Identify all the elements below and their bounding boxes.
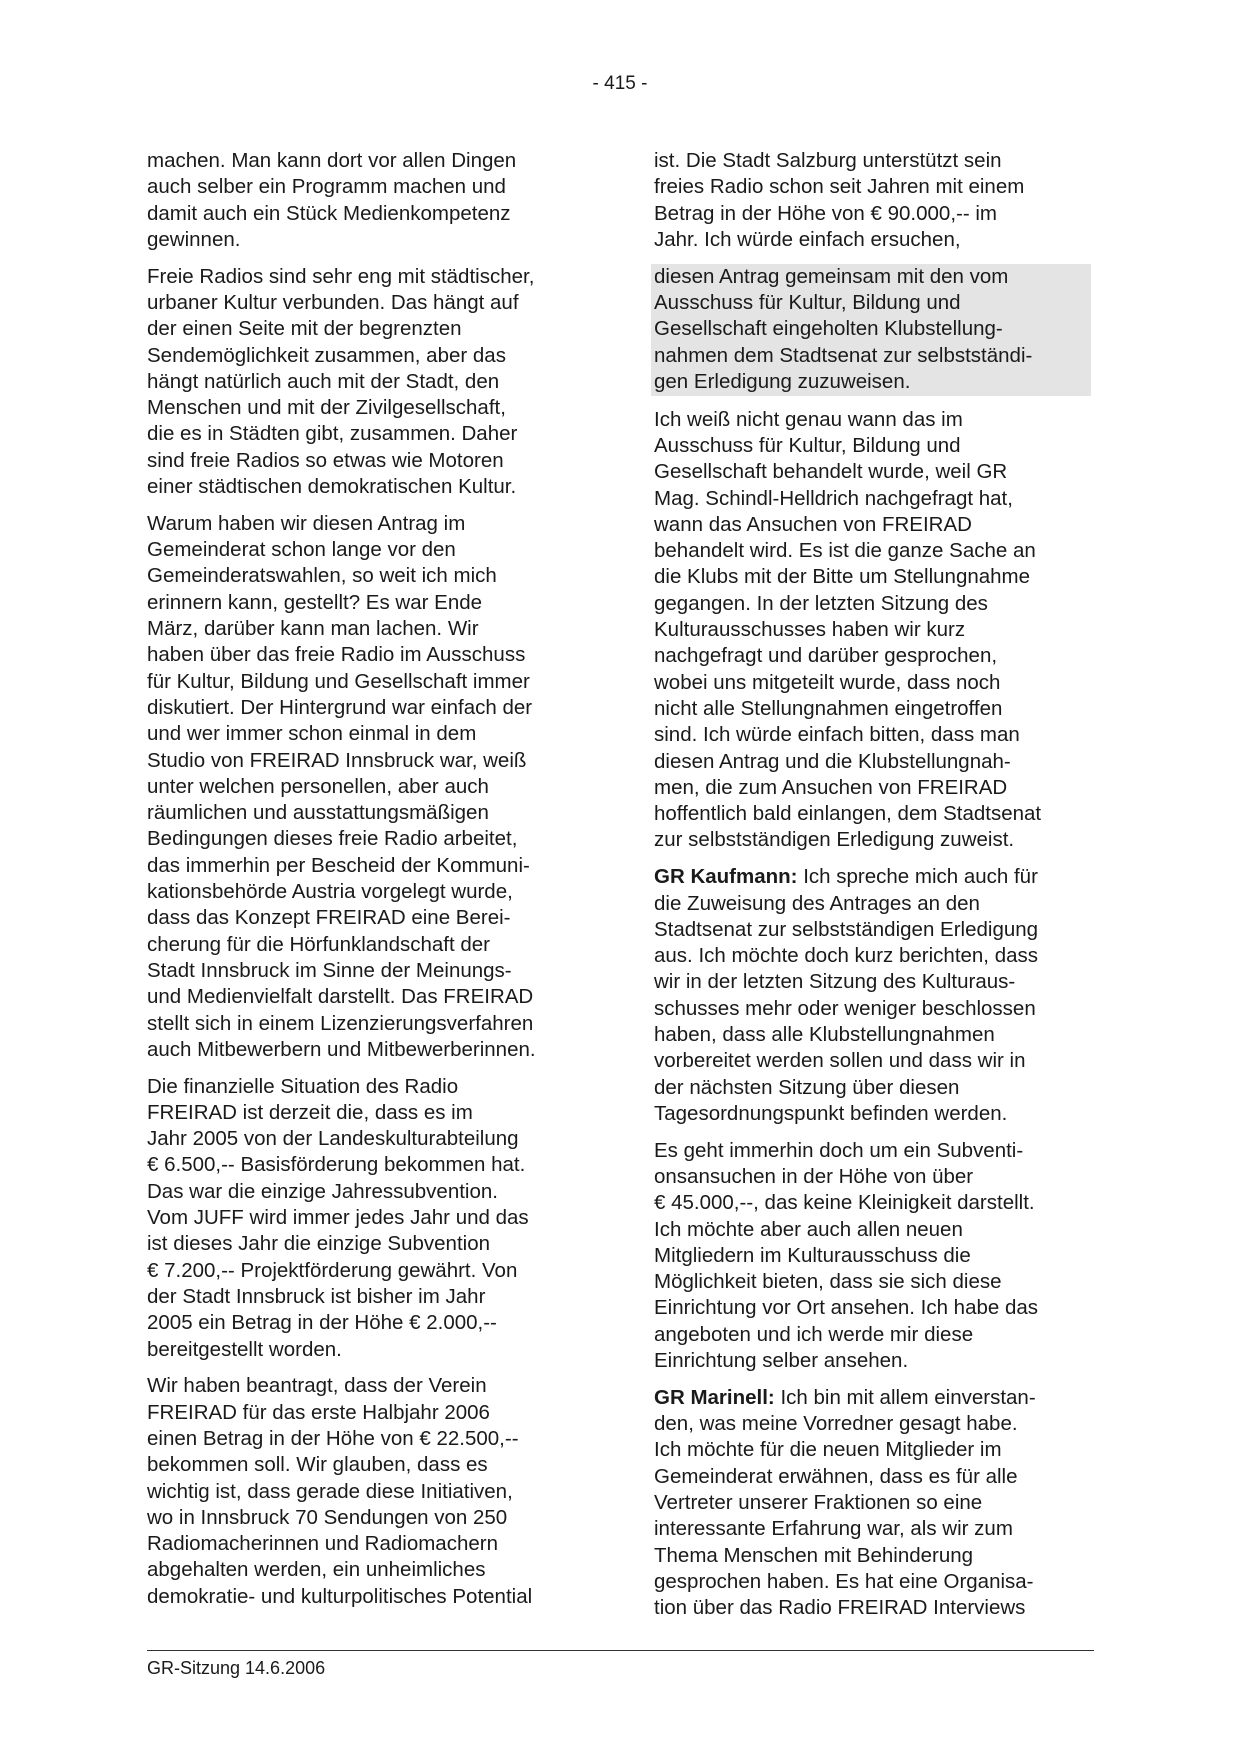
right-column (654, 148, 1092, 1632)
paragraph: Die finanzielle Situation des Radio FREIRAD ist derzeit die, dass es im Jahr 2005 von der Landeskulturabteilung € 6.500,-- Basisförderung bekommen hat. Das war die einzige Jahressubvention. Vom JUFF wird immer jedes Jahr und das ist dieses Jahr die einzige Subvention € 7.200,-- Projektförderung gewährt. Von der Stadt Innsbruck ist bisher im Jahr 2005 ein Betrag in der Höhe € 2.000,-- bereitgestellt worden. (147, 1074, 529, 1361)
paragraph: Ich weiß nicht genau wann das im Ausschuss für Kultur, Bildung und Gesellschaft behandelt wurde, weil GR Mag. Schindl-Helldrich nachgefragt hat, wann das Ansuchen von FREIRAD behandelt wird. Es ist die ganze Sache an die Klubs mit der Bitte um Stellungnahme gegangen. In der letzten Sitzung des Kulturausschusses haben wir kurz nachgefragt und darüber gesprochen, wobei uns mitgeteilt wurde, dass noch nicht alle Stellungnahmen eingetroffen sind. Ich würde einfach bitten, dass man diesen Antrag und die Klubstellungnah- men, die zum Ansuchen von FREIRAD hoffentlich bald einlangen, dem Stadtsenat zur selbstständigen Erledigung zuweist. (654, 407, 1042, 852)
paragraph: ist. Die Stadt Salzburg unterstützt sein freies Radio schon seit Jahren mit einem Betrag in der Höhe von € 90.000,-- im Jahr. Ich würde einfach ersuchen, (654, 149, 1025, 251)
paragraph: Es geht immerhin doch um ein Subventi- onsansuchen in der Höhe von über € 45.000,--, das keine Kleinigkeit darstellt. Ich möchte aber auch allen neuen Mitgliedern im Kulturausschuss die Möglichkeit bieten, dass sie sich diese Einrichtung vor Ort ansehen. Ich habe das angeboten und ich werde mir diese Einrichtung selber ansehen. (654, 1138, 1039, 1373)
motion-text-highlighted: diesen Antrag gemeinsam mit den vom Ausschuss für Kultur, Bildung und Gesellschaft eingeholten Klubstellung- nahmen dem Stadtsenat zur selbstständi- gen Erledigung zuzuweisen. (651, 264, 1091, 396)
left-column (147, 148, 585, 1621)
speech-kaufmann (654, 864, 1092, 1127)
paragraph: Warum haben wir diesen Antrag im Gemeinderat schon lange vor den Gemeinderatswahlen, so weit ich mich erinnern kann, gestellt? Es war Ende März, darüber kann man lachen. Wir haben über das freie Radio im Ausschuss für Kultur, Bildung und Gesellschaft immer diskutiert. Der Hintergrund war einfach der und wer immer schon einmal in dem Studio von FREIRAD Innsbruck war, weiß unter welchen personellen, aber auch räumlichen und ausstattungsmäßigen Bedingungen dieses freie Radio arbeitet, das immerhin per Bescheid der Kommuni- kationsbehörde Austria vorgelegt wurde, dass das Konzept FREIRAD eine Berei- cherung für die Hörfunklandschaft der Stadt Innsbruck im Sinne der Meinungs- und Medienvielfalt darstellt. Das FREIRAD stellt sich in einem Lizenzierungsverfahren auch Mitbewerbern und Mitbewerberinnen. (147, 511, 536, 1061)
speech-text: Ich bin mit allem einverstan- den, was meine Vorredner gesagt habe. Ich möchte für die neuen Mitglieder im Gemeinderat erwähnen, dass es für alle Vertreter unserer Fraktionen so eine interessante Erfahrung war, als wir zum Thema Menschen mit Behinderung gesprochen haben. Es hat eine Organisa- tion über das Radio FREIRAD Interviews (654, 1385, 1036, 1620)
footer-divider (147, 1650, 1094, 1651)
footer-session-date: GR-Sitzung 14.6.2006 (147, 1658, 326, 1678)
paragraph: Wir haben beantragt, dass der Verein FREIRAD für das erste Halbjahr 2006 einen Betrag in der Höhe von € 22.500,-- bekommen soll. Wir glauben, dass es wichtig ist, dass gerade diese Initiativen, wo in Innsbruck 70 Sendungen von 250 Radiomacherinnen und Radiomachern abgehalten werden, ein unheimliches demokratie- und kulturpolitisches Potential (147, 1374, 533, 1608)
page-number: - 415 - (592, 73, 648, 94)
paragraph: machen. Man kann dort vor allen Dingen auch selber ein Programm machen und damit auch ein Stück Medienkompetenz gewinnen. (147, 149, 517, 251)
speech-text: Ich spreche mich auch für die Zuweisung des Antrages an den Stadtsenat zur selbstständigen Erledigung aus. Ich möchte doch kurz berichten, dass wir in der letzten Sitzung des Kulturaus- schusses mehr oder weniger beschlossen haben, dass alle Klubstellungnahmen vorbereitet werden sollen und dass wir in der nächsten Sitzung über diesen Tagesordnungspunkt befinden werden. (654, 865, 1039, 1125)
speaker-name: GR Kaufmann: (654, 865, 798, 889)
speech-marinell (654, 1385, 1092, 1622)
paragraph: Freie Radios sind sehr eng mit städtischer, urbaner Kultur verbunden. Das hängt auf der einen Seite mit der begrenzten Sendemöglichkeit zusammen, aber das hängt natürlich auch mit der Stadt, den Menschen und mit der Zivilgesellschaft, die es in Städten gibt, zusammen. Daher sind freie Radios so etwas wie Motoren einer städtischen demokratischen Kultur. (147, 264, 535, 499)
speaker-name: GR Marinell: (654, 1385, 775, 1409)
